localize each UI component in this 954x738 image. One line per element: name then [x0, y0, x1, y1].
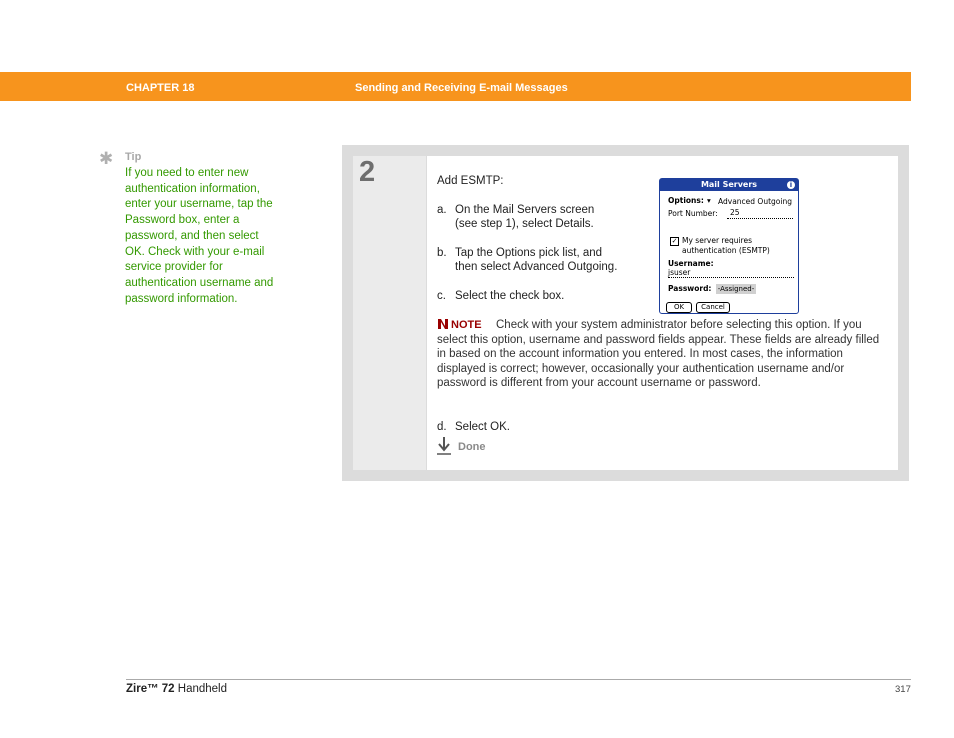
substep-d-marker: d. — [437, 421, 447, 433]
substep-a-line1: On the Mail Servers screen — [455, 204, 595, 216]
done-arrow-icon — [437, 437, 451, 455]
palm-title-bar: Mail Servers — [660, 179, 798, 191]
palm-options-label: Options: — [668, 196, 704, 205]
palm-cancel-button: Cancel — [696, 302, 730, 313]
mail-servers-screenshot — [659, 178, 799, 314]
checkbox-icon: ✓ — [671, 237, 678, 245]
palm-port-underline — [727, 218, 793, 219]
step-intro: Add ESMTP: — [437, 175, 504, 187]
substep-b-line1: Tap the Options pick list, and — [455, 247, 603, 259]
substep-c-text: Select the check box. — [455, 290, 565, 302]
palm-check-line2: authentication (ESMTP) — [682, 246, 770, 255]
page-number: 317 — [895, 684, 911, 695]
chapter-title: Sending and Receiving E-mail Messages — [355, 82, 568, 94]
palm-username-value: jsuser — [668, 268, 691, 277]
tip-text: If you need to enter new authentication information, enter your username, tap the Password box, enter a password, and then select OK. Check with your e-mail service provider for authentication username and password information. — [125, 167, 274, 305]
footer-product-suffix: Handheld — [174, 683, 228, 695]
palm-port-value: 25 — [730, 208, 740, 217]
substep-c-marker: c. — [437, 290, 446, 302]
footer-divider — [126, 679, 911, 680]
palm-options-value: Advanced Outgoing — [718, 197, 792, 206]
footer-product — [126, 683, 227, 695]
step-number: 2 — [359, 156, 376, 188]
tip-label: Tip — [125, 151, 142, 163]
note-label: NOTE — [451, 319, 482, 331]
substep-a-marker: a. — [437, 204, 447, 216]
substep-b-marker: b. — [437, 247, 447, 259]
palm-password-label: Password: — [668, 284, 712, 293]
note-heading — [437, 318, 482, 331]
palm-password-value: -Assigned- — [717, 285, 755, 293]
step-number-cell — [353, 156, 426, 470]
chapter-number: CHAPTER 18 — [126, 82, 195, 94]
done-label: Done — [458, 441, 486, 453]
palm-ok-button: OK — [666, 302, 692, 313]
info-icon: i — [787, 181, 795, 189]
footer-product-name: Zire™ 72 — [126, 683, 175, 695]
palm-username-underline — [668, 277, 794, 278]
note-text: Check with your system administrator before selecting this option. If you select this option, username and password fields appear. These fields are already filled in based on the account information you entered. In most cases, the information displayed is correct; however, occasionally your authentication username and/or password is different from your account username or password. — [437, 319, 880, 390]
palm-port-label: Port Number: — [668, 209, 718, 218]
palm-username-label: Username: — [668, 259, 714, 268]
substep-a-line2: (see step 1), select Details. — [455, 218, 594, 230]
palm-check-line1: My server requires — [682, 236, 752, 245]
substep-b-line2: then select Advanced Outgoing. — [455, 261, 618, 273]
substep-d-text: Select OK. — [455, 421, 510, 433]
chevron-down-icon: ▾ — [707, 196, 711, 205]
asterisk-icon: ✱ — [99, 149, 114, 168]
note-icon — [437, 318, 449, 330]
